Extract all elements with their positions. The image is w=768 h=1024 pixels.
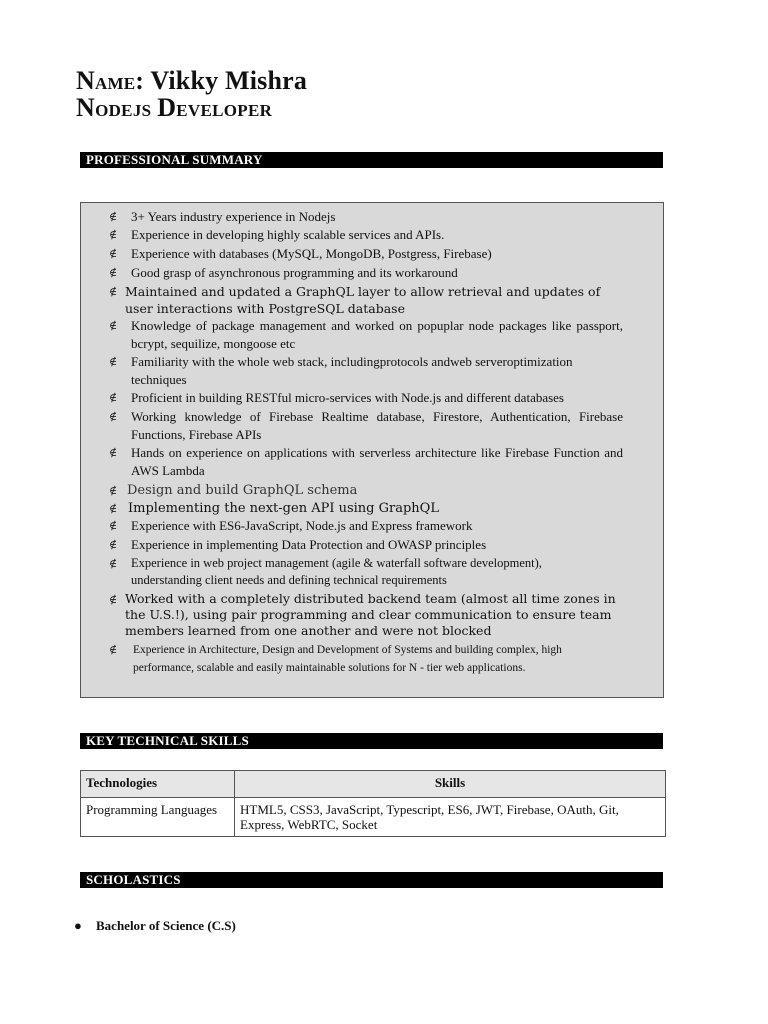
summary-bullet-icon: ∉ <box>109 356 118 368</box>
summary-bullet-icon: ∉ <box>109 520 118 532</box>
summary-bullet-icon: ∉ <box>109 447 118 459</box>
summary-bullet-icon: ∉ <box>109 411 118 423</box>
list-item <box>74 918 236 934</box>
name-label-initial: N <box>76 66 95 95</box>
name-colon: : <box>135 66 145 95</box>
summary-bullet-icon: ∉ <box>109 644 118 656</box>
section-heading-skills: KEY TECHNICAL SKILLS <box>80 733 663 749</box>
column-header-skills: Skills <box>235 771 666 798</box>
section-heading-scholastics: SCHOLASTICS <box>80 872 663 888</box>
table-cell-skills: HTML5, CSS3, JavaScript, Typescript, ES6, JWT, Firebase, OAuth, Git, Express, WebRTC, Socket <box>235 798 666 837</box>
name-label-rest: AME <box>94 74 136 93</box>
summary-item: ∉ Experience in web project management (agile & waterfall software development), understanding client needs and defining technical requirements <box>109 556 542 587</box>
summary-item: ∉ Good grasp of asynchronous programming and its workaround <box>109 265 458 280</box>
job-title <box>76 94 272 125</box>
summary-item: ∉ Familiarity with the whole web stack, includingprotocols andweb serveroptimization techniques <box>109 354 573 387</box>
summary-item: ∉ Hands on experience on applications with serverless architecture like Firebase Function and AWS Lambda <box>109 445 623 478</box>
table-row <box>81 798 666 837</box>
summary-bullet-icon: ∉ <box>109 485 118 497</box>
summary-item: ∉ Experience in implementing Data Protection and OWASP principles <box>109 537 487 552</box>
skills-table <box>80 770 666 837</box>
table-header-row <box>81 771 666 798</box>
summary-bullet-icon: ∉ <box>109 229 118 241</box>
summary-bullet-icon: ∉ <box>109 267 118 279</box>
summary-bullet-icon: ∉ <box>109 594 118 606</box>
summary-item: ∉ Working knowledge of Firebase Realtime database, Firestore, Authentication, Firebase Functions, Firebase APIs <box>109 409 623 442</box>
summary-item: ∉ Proficient in building RESTful micro-services with Node.js and different databases <box>109 390 564 405</box>
summary-bullet-icon: ∉ <box>109 503 118 515</box>
summary-item: ∉ Experience with databases (MySQL, MongoDB, Postgress, Firebase) <box>109 246 492 261</box>
summary-box <box>80 202 664 698</box>
title-rest-2: EVELOPER <box>176 101 273 120</box>
summary-item: ∉ Experience in developing highly scalable services and APIs. <box>109 227 445 242</box>
summary-bullet-icon: ∉ <box>109 392 118 404</box>
summary-item: ∉ Knowledge of package management and worked on popuplar node packages like passport, bcrypt, sequilize, mongoose etc <box>109 318 623 351</box>
title-initial-2: D <box>157 93 177 122</box>
summary-bullet-icon: ∉ <box>109 248 118 260</box>
summary-item: ∉ Worked with a completely distributed backend team (almost all time zones in the U.S.!), using pair programming and clear communication to ensure team members learned from one another and were not blocked <box>109 591 616 638</box>
summary-bullet-icon: ∉ <box>109 286 118 298</box>
summary-item: ∉ Implementing the next-gen API using GraphQL <box>109 501 439 516</box>
summary-item: ∉ 3+ Years industry experience in Nodejs <box>109 209 336 224</box>
name-value: Vikky Mishra <box>150 66 308 95</box>
section-heading-summary: PROFESSIONAL SUMMARY <box>80 152 663 168</box>
table-cell-technology: Programming Languages <box>81 798 235 837</box>
title-rest-1: ODEJS <box>95 101 152 120</box>
bullet-icon: ● <box>74 918 82 933</box>
summary-bullet-icon: ∉ <box>109 539 118 551</box>
degree-text: Bachelor of Science (C.S) <box>96 918 236 933</box>
summary-bullet-icon: ∉ <box>109 320 118 332</box>
summary-item: ∉ Maintained and updated a GraphQL layer to allow retrieval and updates of user interactions with PostgreSQL database <box>109 284 601 316</box>
summary-bullet-icon: ∉ <box>109 558 118 570</box>
column-header-technologies: Technologies <box>81 771 235 798</box>
summary-item: ∉ Design and build GraphQL schema <box>109 483 358 498</box>
summary-item: ∉ Experience with ES6-JavaScript, Node.js and Express framework <box>109 518 473 533</box>
summary-item: ∉ Experience in Architecture, Design and Development of Systems and building complex, high performance, scalable and easily maintainable solutions for N - tier web applications. <box>109 641 625 677</box>
title-initial-1: N <box>76 93 96 122</box>
summary-bullet-icon: ∉ <box>109 211 118 223</box>
